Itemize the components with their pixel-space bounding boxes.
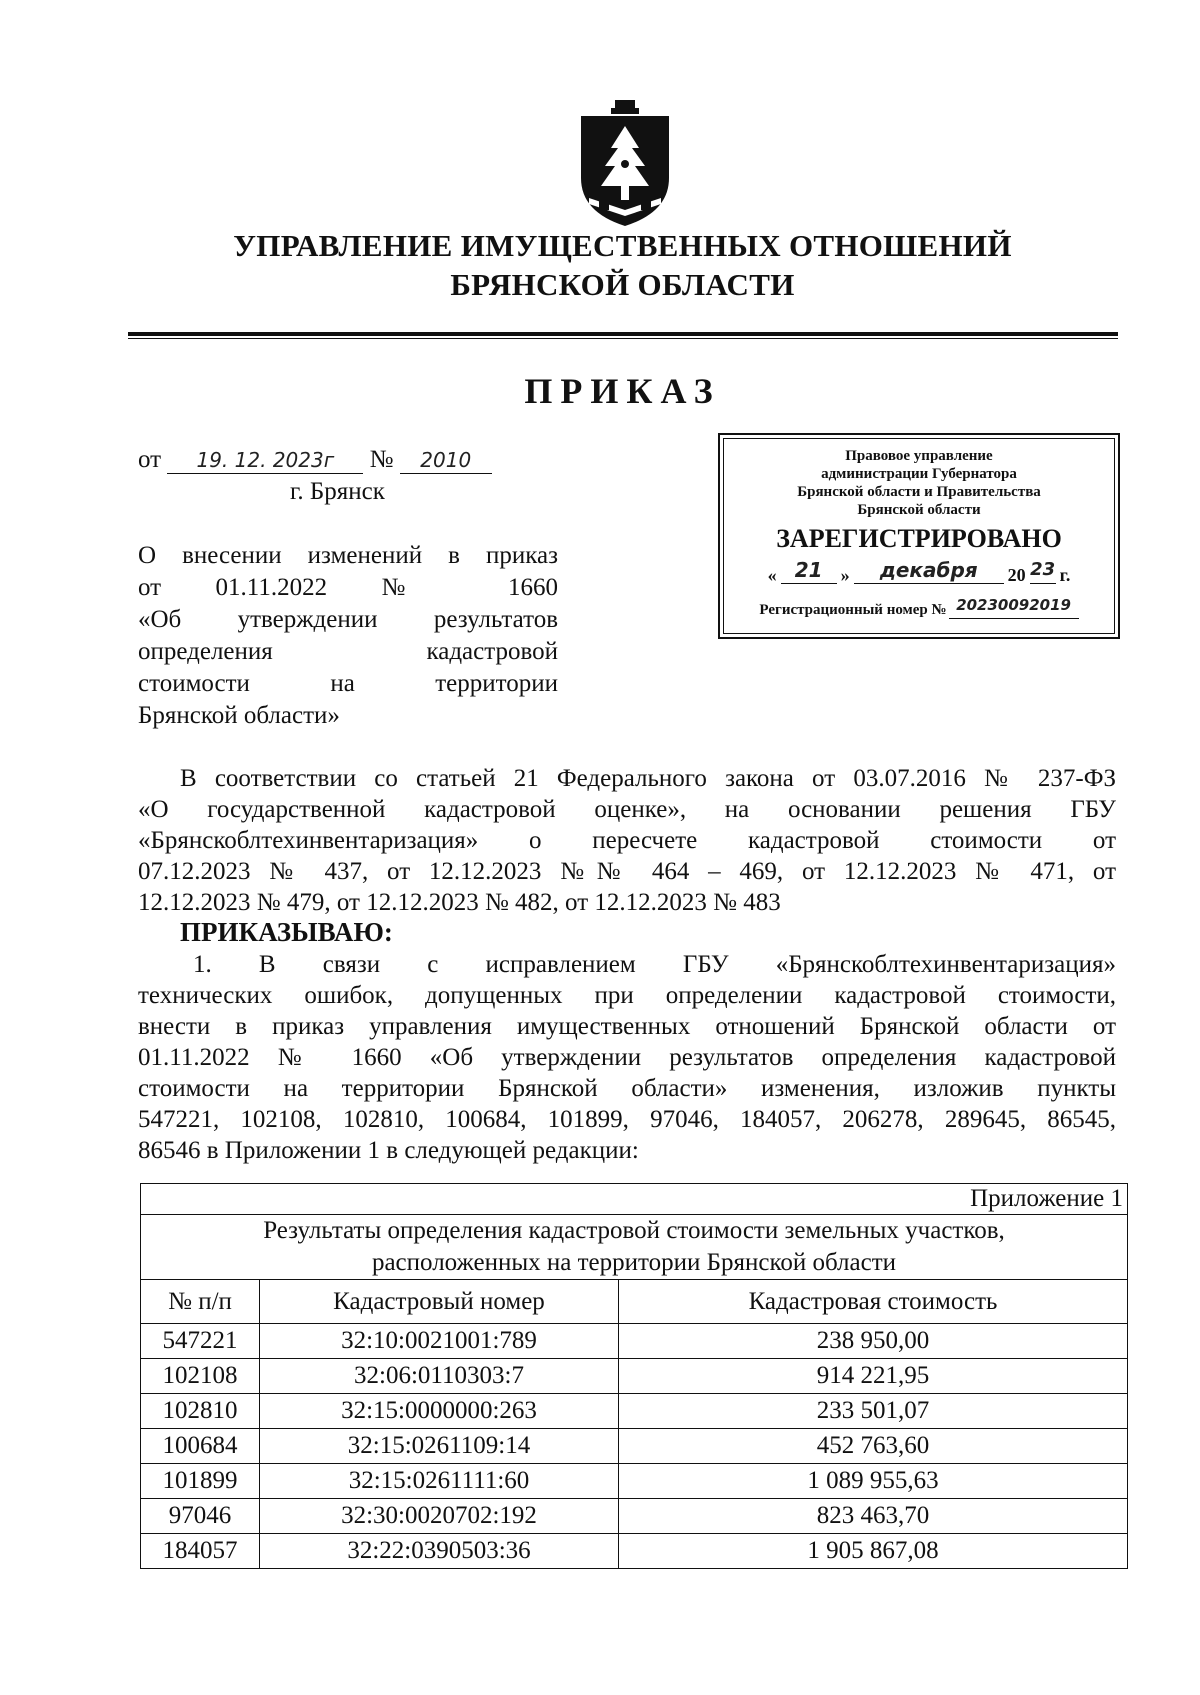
header-cell-number: № п/п [141,1280,260,1324]
header-cell-cadastral-value: Кадастровая стоимость [619,1280,1128,1324]
table-row [141,1429,1128,1464]
row-cadastral-number-cell: 32:15:0000000:263 [260,1394,619,1429]
item1-paragraph [138,949,1116,1166]
row-cadastral-value-cell: 452 763,60 [619,1429,1128,1464]
organization-name-line1: УПРАВЛЕНИЕ ИМУЩЕСТВЕННЫХ ОТНОШЕНИЙ [233,228,1012,263]
order-date: 19. 12. 2023г [167,447,363,474]
table-row [141,1534,1128,1569]
item1-line: 86546 в Приложении 1 в следующей редакции: [138,1137,639,1164]
row-cadastral-number-cell: 32:15:0261111:60 [260,1464,619,1499]
stamp-reg-number-line [724,592,1114,619]
item1-line: технических ошибок, допущенных при определении кадастровой стоимости, [138,982,1116,1009]
intro-line: «Брянскоблтехинвентаризация» о пересчете кадастровой стоимости от [138,827,1116,854]
stamp-line: Брянской области [857,502,981,518]
table-caption-line1: Результаты определения кадастровой стоимости земельных участков, [263,1217,1005,1244]
order-number: 2010 [400,447,492,474]
row-cadastral-value-cell: 823 463,70 [619,1499,1128,1534]
organization-name-line2: БРЯНСКОЙ ОБЛАСТИ [450,267,795,302]
item1-line: внести в приказ управления имущественных отношений Брянской области от [138,1013,1116,1040]
table-row [141,1359,1128,1394]
row-number-cell: 101899 [141,1464,260,1499]
header-cell-cadastral-number: Кадастровый номер [260,1280,619,1324]
row-cadastral-number-cell: 32:10:0021001:789 [260,1324,619,1359]
stamp-year-prefix: 20 [1007,565,1026,585]
subject-line: «Об утверждении результатов [138,606,558,633]
row-number-cell: 184057 [141,1534,260,1569]
row-cadastral-value-cell: 1 905 867,08 [619,1534,1128,1569]
subject-line: от 01.11.2022 № 1660 [138,574,558,601]
stamp-year-suffix: 23 [1030,557,1056,584]
document-title: ПРИКАЗ [524,371,721,411]
stamp-reg-label: Регистрационный номер № [759,602,947,618]
number-label: № [369,446,394,473]
row-number-cell: 102108 [141,1359,260,1394]
intro-line: 12.12.2023 № 479, от 12.12.2023 № 482, от 12.12.2023 № 483 [138,889,781,916]
item1-line: 547221, 102108, 102810, 100684, 101899, 97046, 184057, 206278, 289645, 86545, [138,1106,1116,1133]
row-cadastral-number-cell: 32:30:0020702:192 [260,1499,619,1534]
row-cadastral-number-cell: 32:15:0261109:14 [260,1429,619,1464]
header-divider [128,332,1118,339]
table-row [141,1394,1128,1429]
table-caption [141,1215,1128,1280]
row-number-cell: 97046 [141,1499,260,1534]
table-row [141,1464,1128,1499]
row-cadastral-number-cell: 32:22:0390503:36 [260,1534,619,1569]
row-cadastral-value-cell: 238 950,00 [619,1324,1128,1359]
row-number-cell: 100684 [141,1429,260,1464]
row-number-cell: 547221 [141,1324,260,1359]
intro-line: 07.12.2023 № 437, от 12.12.2023 №№ 464 – 469, от 12.12.2023 № 471, от [138,858,1116,885]
row-cadastral-value-cell: 1 089 955,63 [619,1464,1128,1499]
stamp-line: Брянской области и Правительства [797,484,1041,500]
item1-line: 1. В связи с исправлением ГБУ «Брянскоблтехинвентаризация» [193,951,1116,978]
order-date-line [138,446,492,474]
table-row [141,1324,1128,1359]
intro-paragraph [138,763,1116,918]
table-caption-line2: расположенных на территории Брянской области [371,1249,897,1276]
subject-line: стоимости на территории [138,670,558,697]
appendix-label: Приложение 1 [141,1184,1128,1215]
stamp-day: 21 [781,557,837,584]
cadastral-value-table [140,1183,1128,1569]
order-word: ПРИКАЗЫВАЮ: [180,917,393,947]
stamp-line: администрации Губернатора [821,466,1017,482]
stamp-year-unit: г. [1059,565,1071,585]
order-subject [138,540,558,732]
intro-line: «О государственной кадастровой оценке», на основании решения ГБУ [138,796,1116,823]
stamp-month: декабря [854,557,1004,584]
intro-line: В соответствии со статьей 21 Федерального закона от 03.07.2016 № 237-ФЗ [180,765,1116,792]
row-number-cell: 102810 [141,1394,260,1429]
registration-stamp [718,433,1120,639]
coat-of-arms-emblem [575,100,675,230]
row-cadastral-number-cell: 32:06:0110303:7 [260,1359,619,1394]
subject-line: определения кадастровой [138,638,558,665]
row-cadastral-value-cell: 233 501,07 [619,1394,1128,1429]
from-label: от [138,446,162,473]
subject-line: Брянской области» [138,702,340,729]
order-city: г. Брянск [290,478,385,505]
subject-line: О внесении изменений в приказ [138,542,558,569]
stamp-line: Правовое управление [845,448,993,464]
item1-line: 01.11.2022 № 1660 «Об утверждении результатов определения кадастровой [138,1044,1116,1071]
table-row [141,1499,1128,1534]
stamp-date: « 21 » декабря 20 23 г. [767,558,1071,585]
stamp-registered: ЗАРЕГИСТРИРОВАНО [776,524,1062,553]
row-cadastral-value-cell: 914 221,95 [619,1359,1128,1394]
stamp-reg-number: 20230092019 [949,592,1079,619]
item1-line: стоимости на территории Брянской области» изменения, изложив пункты [138,1075,1116,1102]
